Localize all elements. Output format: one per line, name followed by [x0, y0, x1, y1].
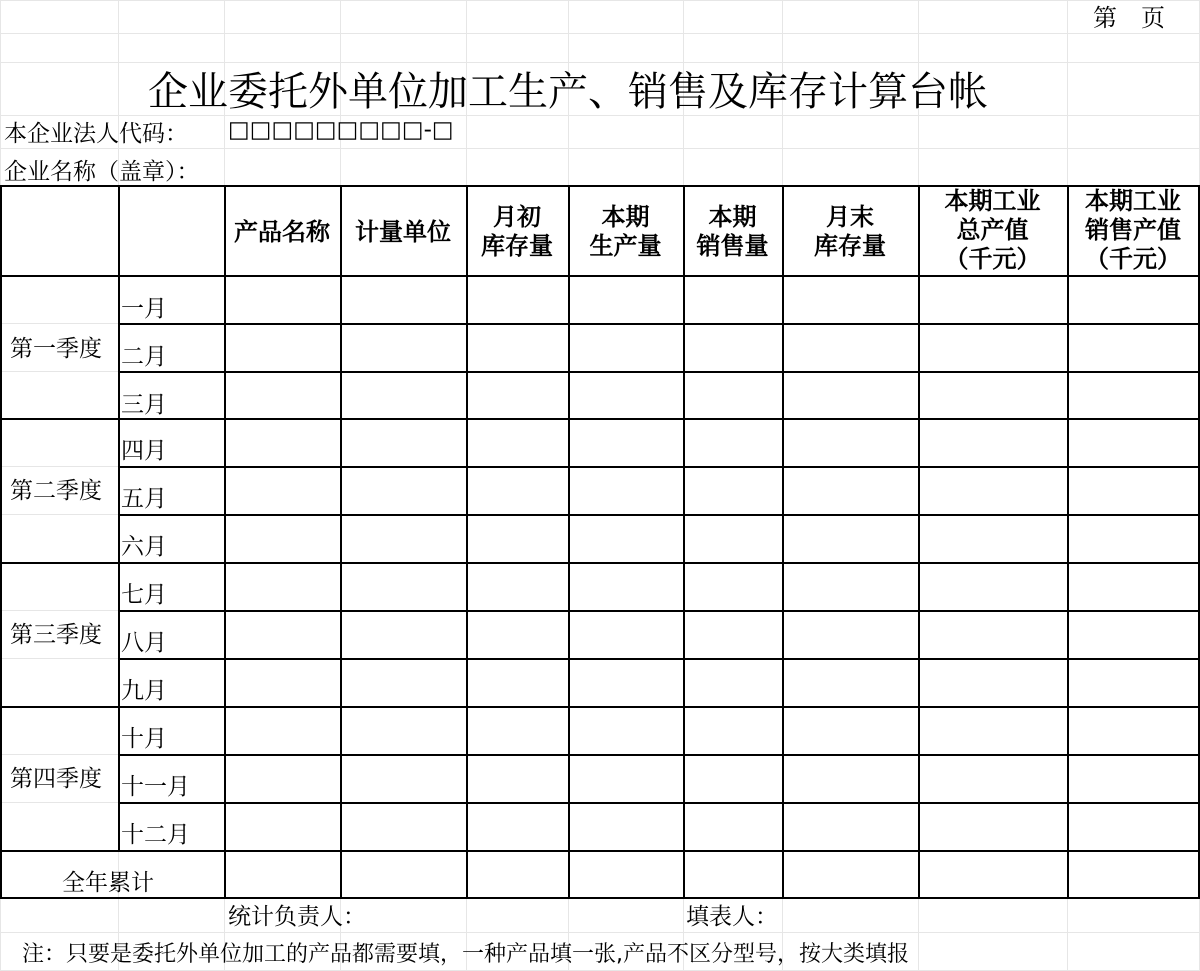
- data-cell[interactable]: [784, 372, 918, 418]
- gridline-horizontal: [0, 148, 1200, 149]
- data-cell[interactable]: [1069, 611, 1199, 658]
- total-cell[interactable]: [784, 852, 918, 897]
- month-label: 一月: [121, 296, 167, 322]
- ledger-title: 企业委托外单位加工生产、销售及库存计算台帐: [148, 69, 988, 115]
- total-cell[interactable]: [226, 852, 340, 897]
- column-header-line: 月末: [826, 203, 874, 231]
- data-cell[interactable]: [226, 803, 340, 850]
- data-cell[interactable]: [226, 372, 340, 418]
- month-label: 八月: [121, 630, 167, 656]
- month-label: 三月: [121, 392, 167, 418]
- column-header-line: 本期工业: [1085, 187, 1181, 215]
- column-header: [466, 203, 568, 261]
- data-cell[interactable]: [468, 564, 568, 610]
- column-header: [224, 218, 340, 247]
- data-cell[interactable]: [784, 324, 918, 371]
- data-cell[interactable]: [920, 515, 1067, 562]
- data-cell[interactable]: [570, 324, 683, 371]
- quarter-label: 第四季度: [10, 766, 102, 792]
- month-label: 四月: [121, 438, 167, 464]
- table-border: [118, 185, 120, 850]
- data-cell[interactable]: [685, 420, 782, 466]
- data-cell[interactable]: [1069, 515, 1199, 562]
- data-cell[interactable]: [570, 515, 683, 562]
- data-cell[interactable]: [1069, 467, 1199, 514]
- data-cell[interactable]: [685, 611, 782, 658]
- column-header: [782, 203, 918, 261]
- data-cell[interactable]: [685, 277, 782, 323]
- data-cell[interactable]: [342, 564, 466, 610]
- data-cell[interactable]: [784, 277, 918, 323]
- data-cell[interactable]: [468, 372, 568, 418]
- data-cell[interactable]: [920, 372, 1067, 418]
- footnote: 注：只要是委托外单位加工的产品都需要填，一种产品填一张,产品不区分型号，按大类填报: [22, 942, 909, 967]
- data-cell[interactable]: [920, 708, 1067, 754]
- data-cell[interactable]: [226, 467, 340, 514]
- data-cell[interactable]: [685, 708, 782, 754]
- data-cell[interactable]: [226, 755, 340, 802]
- data-cell[interactable]: [784, 708, 918, 754]
- total-cell[interactable]: [468, 852, 568, 897]
- data-cell[interactable]: [342, 277, 466, 323]
- total-cell[interactable]: [920, 852, 1067, 897]
- column-header: [1067, 187, 1199, 274]
- column-header-line: 计量单位: [355, 218, 451, 246]
- data-cell[interactable]: [468, 708, 568, 754]
- data-cell[interactable]: [920, 755, 1067, 802]
- column-header-line: 总产值: [956, 216, 1029, 244]
- data-cell[interactable]: [784, 420, 918, 466]
- data-cell[interactable]: [1069, 372, 1199, 418]
- gridline-horizontal: [0, 62, 1200, 63]
- month-label: 六月: [121, 534, 167, 560]
- data-cell[interactable]: [570, 467, 683, 514]
- data-cell[interactable]: [342, 659, 466, 706]
- data-cell[interactable]: [1069, 803, 1199, 850]
- data-cell[interactable]: [685, 803, 782, 850]
- data-cell[interactable]: [226, 708, 340, 754]
- column-header-line: （千元）: [944, 245, 1041, 273]
- column-header-line: 产品名称: [234, 218, 330, 246]
- data-cell[interactable]: [570, 564, 683, 610]
- annual-total-label: 全年累计: [62, 870, 154, 896]
- data-cell[interactable]: [920, 420, 1067, 466]
- total-cell[interactable]: [685, 852, 782, 897]
- data-cell[interactable]: [342, 372, 466, 418]
- data-cell[interactable]: [570, 611, 683, 658]
- column-header-line: 生产量: [589, 232, 662, 260]
- month-label: 五月: [121, 486, 167, 512]
- data-cell[interactable]: [1069, 324, 1199, 371]
- gridline-horizontal: [0, 0, 1200, 1]
- legal-code-label: 本企业法人代码：: [4, 121, 188, 147]
- data-cell[interactable]: [1069, 420, 1199, 466]
- data-cell[interactable]: [920, 564, 1067, 610]
- data-cell[interactable]: [685, 467, 782, 514]
- month-label: 九月: [121, 678, 167, 704]
- quarter-label: 第一季度: [10, 336, 102, 362]
- month-label: 十月: [121, 726, 167, 752]
- data-cell[interactable]: [685, 324, 782, 371]
- data-cell[interactable]: [570, 755, 683, 802]
- total-cell[interactable]: [1069, 852, 1199, 897]
- data-cell[interactable]: [468, 803, 568, 850]
- data-cell[interactable]: [1069, 564, 1199, 610]
- table-border: [0, 897, 1200, 899]
- data-cell[interactable]: [468, 277, 568, 323]
- data-cell[interactable]: [342, 420, 466, 466]
- column-header-line: 本期: [708, 203, 757, 231]
- data-cell[interactable]: [468, 467, 568, 514]
- data-cell[interactable]: [920, 611, 1067, 658]
- data-cell[interactable]: [468, 420, 568, 466]
- data-cell[interactable]: [784, 803, 918, 850]
- data-cell[interactable]: [685, 659, 782, 706]
- data-cell[interactable]: [342, 515, 466, 562]
- data-cell[interactable]: [226, 420, 340, 466]
- data-cell[interactable]: [685, 755, 782, 802]
- column-header-line: 月初: [493, 203, 541, 231]
- data-cell[interactable]: [226, 324, 340, 371]
- gridline-horizontal: [0, 33, 1200, 34]
- data-cell[interactable]: [920, 659, 1067, 706]
- data-cell[interactable]: [226, 277, 340, 323]
- data-cell[interactable]: [570, 708, 683, 754]
- data-cell[interactable]: [226, 611, 340, 658]
- data-cell[interactable]: [784, 564, 918, 610]
- data-cell[interactable]: [570, 803, 683, 850]
- table-border: [0, 185, 2, 899]
- data-cell[interactable]: [784, 755, 918, 802]
- month-label: 二月: [121, 344, 167, 370]
- data-cell[interactable]: [342, 611, 466, 658]
- data-cell[interactable]: [468, 611, 568, 658]
- column-header-line: 本期工业: [944, 187, 1041, 215]
- data-cell[interactable]: [570, 277, 683, 323]
- data-cell[interactable]: [226, 515, 340, 562]
- data-cell[interactable]: [226, 659, 340, 706]
- data-cell[interactable]: [784, 611, 918, 658]
- column-header: [918, 187, 1067, 274]
- total-cell[interactable]: [570, 852, 683, 897]
- data-cell[interactable]: [920, 803, 1067, 850]
- data-cell[interactable]: [920, 324, 1067, 371]
- page-number-label: 第 页: [1093, 4, 1165, 32]
- column-header: [568, 203, 683, 261]
- data-cell[interactable]: [1069, 277, 1199, 323]
- data-cell[interactable]: [342, 467, 466, 514]
- data-cell[interactable]: [468, 324, 568, 371]
- quarter-label: 第二季度: [10, 478, 102, 504]
- data-cell[interactable]: [468, 515, 568, 562]
- data-cell[interactable]: [685, 564, 782, 610]
- gridline-horizontal: [0, 115, 1200, 116]
- month-label: 十二月: [121, 822, 190, 848]
- column-header: [683, 203, 782, 261]
- data-cell[interactable]: [685, 515, 782, 562]
- stat-person-label: 统计负责人：: [228, 904, 366, 930]
- data-cell[interactable]: [226, 564, 340, 610]
- month-label: 十一月: [121, 774, 190, 800]
- data-cell[interactable]: [1069, 708, 1199, 754]
- total-cell[interactable]: [342, 852, 466, 897]
- data-cell[interactable]: [570, 420, 683, 466]
- column-header-line: 库存量: [814, 232, 886, 260]
- data-cell[interactable]: [1069, 755, 1199, 802]
- legal-code-field[interactable]: □□□□□□□□□-□: [228, 117, 454, 143]
- filler-label: 填表人：: [686, 904, 778, 930]
- company-name-label: 企业名称（盖章）：: [4, 159, 200, 185]
- gridline-horizontal: [0, 932, 1200, 933]
- data-cell[interactable]: [920, 277, 1067, 323]
- column-header-line: 销售量: [696, 232, 769, 260]
- data-cell[interactable]: [920, 467, 1067, 514]
- data-cell[interactable]: [570, 659, 683, 706]
- data-cell[interactable]: [1069, 659, 1199, 706]
- data-cell[interactable]: [570, 372, 683, 418]
- data-cell[interactable]: [342, 803, 466, 850]
- month-label: 七月: [121, 582, 167, 608]
- data-cell[interactable]: [342, 324, 466, 371]
- column-header-line: 库存量: [481, 232, 553, 260]
- data-cell[interactable]: [685, 372, 782, 418]
- quarter-label: 第三季度: [10, 622, 102, 648]
- data-cell[interactable]: [784, 515, 918, 562]
- column-header: [340, 218, 466, 247]
- data-cell[interactable]: [784, 467, 918, 514]
- data-cell[interactable]: [342, 708, 466, 754]
- column-header-line: 销售产值: [1085, 216, 1181, 244]
- data-cell[interactable]: [468, 755, 568, 802]
- data-cell[interactable]: [784, 659, 918, 706]
- data-cell[interactable]: [468, 659, 568, 706]
- column-header-line: 本期: [601, 203, 650, 231]
- data-cell[interactable]: [342, 755, 466, 802]
- column-header-line: （千元）: [1085, 245, 1181, 273]
